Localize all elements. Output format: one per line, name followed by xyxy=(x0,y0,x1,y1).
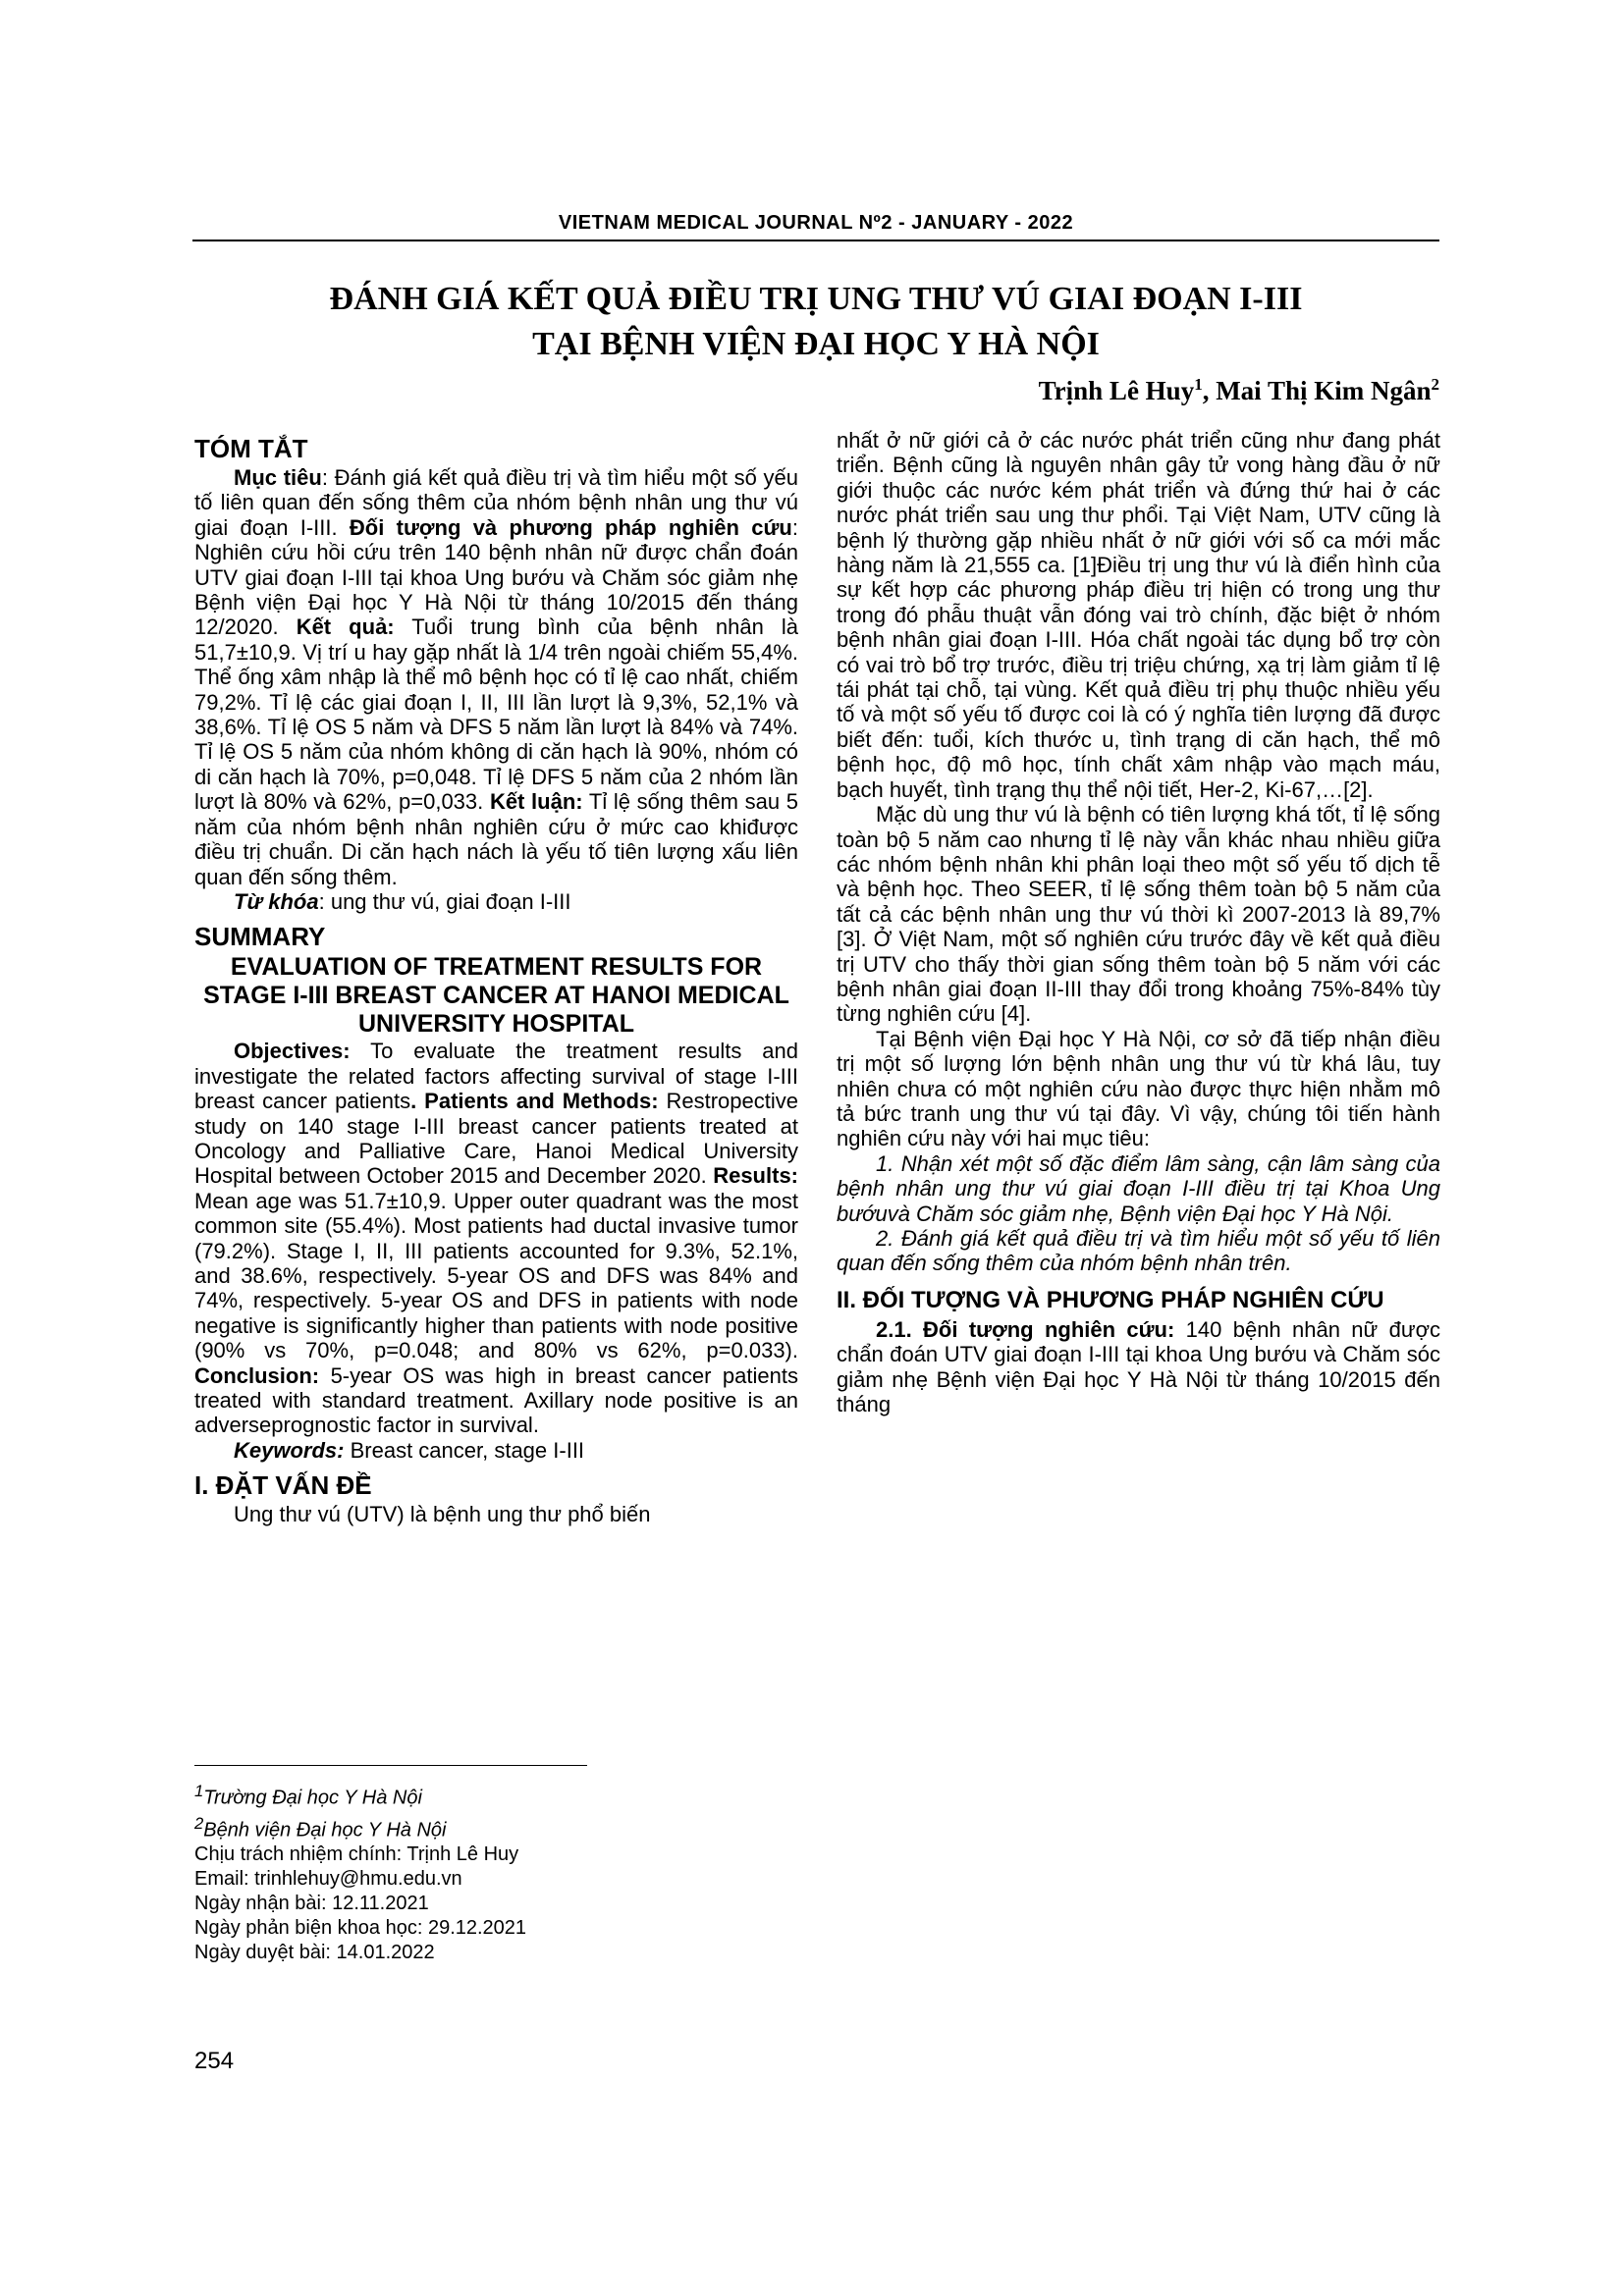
abstract-vi-conclusion-label: Kết luận: xyxy=(489,789,583,815)
footnote-reviewed: Ngày phản biện khoa học: 29.12.2021 xyxy=(194,1917,527,1940)
abstract-vi-conclusion: Tỉ lệ sống thêm sau 5 năm của nhóm bệnh nhân nghiên cứu ở mức cao khiđược điều trị chuẩn. Di căn hạch nách là yếu tố tiên lượng xấu liên quan đến sống thêm. xyxy=(194,789,798,889)
author-2-affil: 2 xyxy=(1431,375,1439,394)
methods-heading: II. ĐỐI TƯỢNG VÀ PHƯƠNG PHÁP NGHIÊN CỨU xyxy=(837,1286,1384,1313)
footnote-corresponding: Chịu trách nhiệm chính: Trịnh Lê Huy xyxy=(194,1843,519,1866)
footnote-affil-1-text: Trường Đại học Y Hà Nội xyxy=(203,1787,422,1809)
summary-conclusion-label: Conclusion: xyxy=(194,1362,320,1388)
summary-objectives: To evaluate the treatment results and investigate the related factors affecting survival of stage I-III breast cancer patients xyxy=(194,1039,798,1114)
footnote-affil-1 xyxy=(194,1779,798,1811)
summary-title: EVALUATION OF TREATMENT RESULTS FOR STAGE I-III BREAST CANCER AT HANOI MEDICAL UNIVERSITY HOSPITAL xyxy=(203,953,789,1039)
summary-conclusion: 5-year OS was high in breast cancer patients treated with standard treatment. Axillary node positive is an adverseprognostic factor in survival. xyxy=(194,1362,798,1438)
footnote-email: Email: trinhlehuy@hmu.edu.vn xyxy=(194,1868,462,1891)
left-column xyxy=(194,428,798,1527)
summary-methods: Restropective study on 140 stage I-III breast cancer patients treated at Oncology and Palliative Care, Hanoi Medical University Hospital between October 2015 and December 2020. xyxy=(194,1089,798,1189)
running-header: VIETNAM MEDICAL JOURNAL Nº2 - JANUARY - 2022 xyxy=(558,212,1074,234)
title-line-2: TẠI BỆNH VIỆN ĐẠI HỌC Y HÀ NỘI xyxy=(532,326,1100,362)
title-line-1: ĐÁNH GIÁ KẾT QUẢ ĐIỀU TRỊ UNG THƯ VÚ GIAI ĐOẠN I-III xyxy=(329,281,1303,317)
footnote-accepted: Ngày duyệt bài: 14.01.2022 xyxy=(194,1942,435,1964)
intro-heading: I. ĐẶT VẤN ĐỀ xyxy=(194,1470,372,1501)
summary-results: Mean age was 51.7±10,9. Upper outer quadrant was the most common site (55.4%). Most patients had ductal invasive tumor (79.2%). Stage I, II, III patients accounted for 9.3%, 52.1%, and 38.6%, respectively. 5-year OS and DFS was 84% and 74%, respectively. 5-year OS and DFS in patients with node negative is significantly higher than patients with node positive (90% vs 70%, p=0.048; and 80% vs 62%, p=0.033). xyxy=(194,1188,798,1363)
intro-para-1-start: Ung thư vú (UTV) là bệnh ung thư phổ biến xyxy=(234,1502,651,1527)
footnote-affil-2-sup: 2 xyxy=(194,1813,204,1833)
abstract-vi-keywords xyxy=(194,889,798,914)
summary-keywords-label: Keywords: xyxy=(234,1437,345,1463)
intro-para-2: Mặc dù ung thư vú là bệnh có tiên lượng khá tốt, tỉ lệ sống toàn bộ 5 năm cao nhưng tỉ lệ này vẫn khác nhau nhiều giữa các nhóm bệnh nhân khi phân loại theo một số yếu tố dịch tễ và bệnh học. Theo SEER, tỉ lệ sống thêm toàn bộ 5 năm của tất cả các bệnh nhân ung thư vú thời kì 2007-2013 là 89,7%[3]. Ở Việt Nam, một số nghiên cứu trước đây về kết quả điều trị UTV cho thấy thời gian sống thêm toàn bộ 5 năm với các bệnh nhân giai đoạn II-III thay đổi trong khoảng 75%-84% tùy từng nghiên cứu [4]. xyxy=(837,802,1440,1027)
author-list xyxy=(1039,375,1439,406)
intro-para-3: Tại Bệnh viện Đại học Y Hà Nội, cơ sở đã tiếp nhận điều trị một số lượng lớn bệnh nhân ung thư vú từ khá lâu, tuy nhiên chưa có một nghiên cứu nào được thực hiện nhằm mô tả bức tranh ung thư vú tại đây. Vì vậy, chúng tôi tiến hành nghiên cứu này với hai mục tiêu: xyxy=(837,1026,1440,1151)
author-1: Trịnh Lê Huy xyxy=(1038,376,1195,405)
summary-results-label: Results: xyxy=(713,1163,798,1189)
footnote-received: Ngày nhận bài: 12.11.2021 xyxy=(194,1893,429,1915)
intro-para-1-cont: nhất ở nữ giới cả ở các nước phát triển cũng như đang phát triển. Bệnh cũng là nguyên nhân gây tử vong hàng đầu ở nữ giới thuộc các nước kém phát triển và đứng thứ hai ở các nước phát triển sau ung thư phổi. Tại Việt Nam, UTV cũng là bệnh lý thường gặp nhiều nhất ở nữ giới với số ca mới mắc hàng năm là 21,555 ca. [1]Điều trị ung thư vú là điển hình của sự kết hợp các phương pháp điều trị hiện có trong ung thư trong đó phẫu thuật vẫn đóng vai trò chính, đặc biệt ở nhóm bệnh nhân giai đoạn I-III. Hóa chất ngoài tác dụng bổ trợ còn có vai trò bổ trợ trước, điều trị triệu chứng, xạ trị làm giảm tỉ lệ tái phát tại chỗ, tại vùng. Kết quả điều trị phụ thuộc nhiều yếu tố và một số yếu tố được coi là có ý nghĩa tiên lượng đã được biết đến: tuổi, kích thước u, tình trạng di căn hạch, thể mô bệnh học, độ mô học, tính chất xâm nhập vào mạch máu, bạch huyết, tình trạng thụ thể nội tiết, Her-2, Ki-67,…[2]. xyxy=(837,428,1440,802)
footnote-affil-2-text: Bệnh viện Đại học Y Hà Nội xyxy=(203,1819,447,1842)
abstract-vi-body xyxy=(194,465,798,889)
author-2: Mai Thị Kim Ngân xyxy=(1216,376,1432,405)
abstract-vi-methods: : Nghiên cứu hồi cứu trên 140 bệnh nhân nữ được chẩn đoán UTV giai đoạn I-III tại khoa Ung bướu và Chăm sóc giảm nhẹ Bệnh viện Đại học Y Hà Nội từ tháng 10/2015 đến tháng 12/2020. xyxy=(194,514,798,640)
footnote-affil-2 xyxy=(194,1811,798,1843)
author-separator: , xyxy=(1202,376,1217,405)
abstract-vi-keywords-text: : ung thư vú, giai đoạn I-III xyxy=(318,888,571,914)
abstract-vi-methods-label: Đối tượng và phương pháp nghiên cứu xyxy=(349,514,792,540)
intro-goal-1: 1. Nhận xét một số đặc điểm lâm sàng, cận lâm sàng của bệnh nhân ung thư vú giai đoạn I-III điều trị tại Khoa Ung bướuvà Chăm sóc giảm nhẹ, Bệnh viện Đại học Y Hà Nội. xyxy=(837,1150,1440,1226)
abstract-vi-keywords-label: Từ khóa xyxy=(234,888,319,914)
abstract-vi-objective: : Đánh giá kết quả điều trị và tìm hiểu một số yếu tố liên quan đến sống thêm của nhóm bệnh nhân ung thư vú giai đoạn I-III. xyxy=(194,465,798,540)
footnote-rule xyxy=(194,1765,587,1766)
summary-body xyxy=(194,1039,798,1438)
summary-objectives-label: Objectives: xyxy=(234,1039,351,1064)
footnotes xyxy=(194,1779,798,1965)
summary-keywords xyxy=(194,1438,798,1463)
abstract-vi-results-label: Kết quả: xyxy=(296,614,395,640)
summary-heading: SUMMARY xyxy=(194,922,326,952)
right-column xyxy=(837,428,1440,1416)
footnote-affil-1-sup: 1 xyxy=(194,1782,204,1800)
page-number: 254 xyxy=(194,2048,235,2074)
methods-subject-text: 140 bệnh nhân nữ được chẩn đoán UTV giai đoạn I-III tại khoa Ung bướu và Chăm sóc giảm nhẹ Bệnh viện Đại học Y Hà Nội từ tháng 10/2015 đến tháng xyxy=(837,1316,1440,1417)
header-rule xyxy=(192,240,1439,241)
abstract-vi-results: Tuổi trung bình của bệnh nhân là 51,7±10,9. Vị trí u hay gặp nhất là 1/4 trên ngoài chiếm 55,4%. Thể ống xâm nhập là thể mô bệnh học có tỉ lệ cao nhất, chiếm 79,2%. Tỉ lệ các giai đoạn I, II, III lần lượt là 9,3%, 52,1% và 38,6%. Tỉ lệ OS 5 năm và DFS 5 năm lần lượt là 84% và 74%. Tỉ lệ OS 5 năm của nhóm không di căn hạch là 90%, nhóm có di căn hạch là 70%, p=0,048. Tỉ lệ DFS 5 năm của 2 nhóm lần lượt là 80% và 62%, p=0,033. xyxy=(194,614,798,815)
abstract-vi-objective-label: Mục tiêu xyxy=(234,465,322,490)
abstract-vi-heading: TÓM TẮT xyxy=(194,434,308,463)
summary-methods-label: . Patients and Methods: xyxy=(410,1089,659,1114)
article-title xyxy=(192,277,1439,367)
summary-keywords-text: Breast cancer, stage I-III xyxy=(344,1437,585,1463)
author-1-affil: 1 xyxy=(1194,375,1203,394)
intro-goal-2: 2. Đánh giá kết quả điều trị và tìm hiểu một số yếu tố liên quan đến sống thêm của nhóm bệnh nhân trên. xyxy=(837,1226,1440,1276)
methods-subject-label: 2.1. Đối tượng nghiên cứu: xyxy=(876,1316,1175,1342)
methods-subject xyxy=(837,1317,1440,1417)
